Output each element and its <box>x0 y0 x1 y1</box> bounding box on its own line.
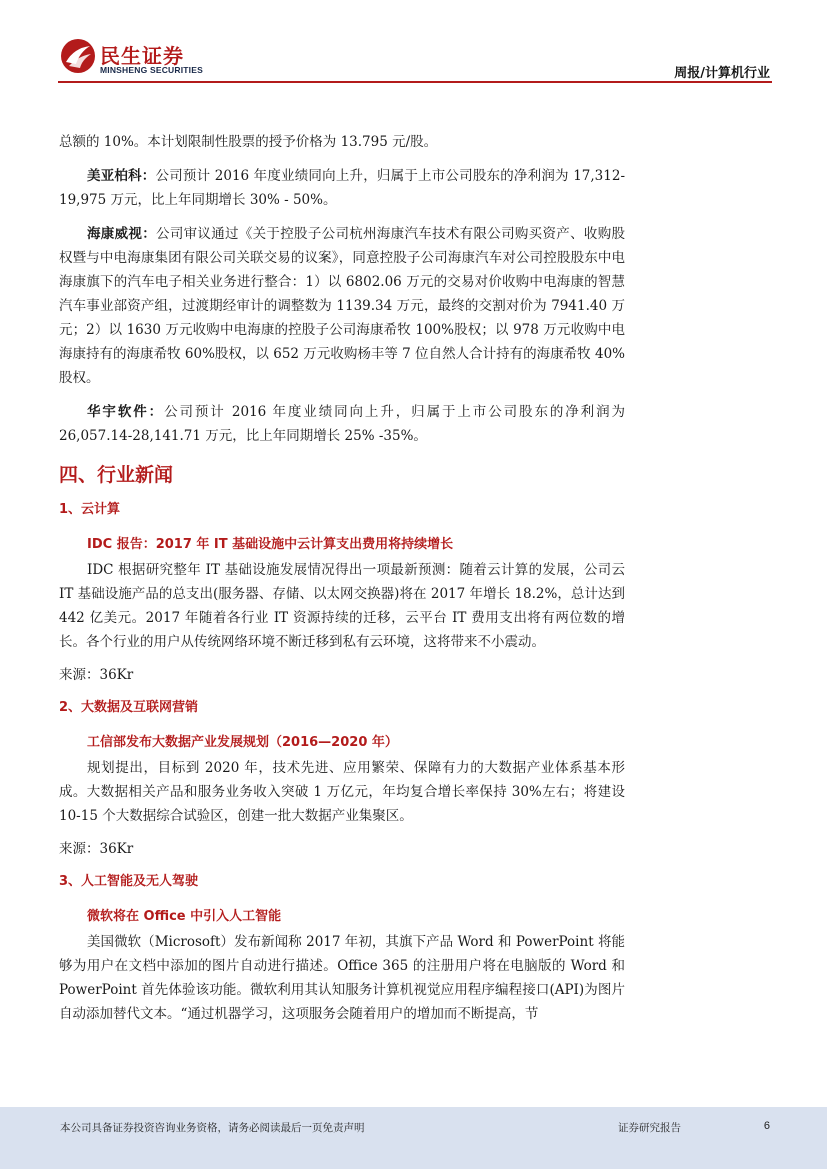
company-name: 美亚柏科： <box>87 168 156 184</box>
news-body-miit: 规划提出，目标到 2020 年，技术先进、应用繁荣、保障有力的大数据产业体系基本形成。大数据相关产品和服务业务收入突破 1 万亿元，年均复合增长率保持 30%左右；将建设 10-15 个大数据综合试验区，创建一批大数据产业集聚区。 <box>59 760 625 824</box>
news-title-miit: 工信部发布大数据产业发展规划（2016—2020 年） <box>87 735 398 750</box>
footer-doc-type: 证券研究报告 <box>618 1122 681 1134</box>
paragraph-text: 公司审议通过《关于控股子公司杭州海康汽车技术有限公司购买资产、收购股权暨与中电海康集团有限公司关联交易的议案》，同意控股子公司海康汽车对公司控股股东中电海康旗下的汽车电子相关业务进行整合：1）以 6802.06 万元的交易对价收购中电海康的智慧汽车事业部资产组，过渡期经审计的调整数为 1139.34 万元，最终的交割对价为 7941.40 万元；2）以 1630 万元收购中电海康的控股子公司海康希牧 100%股权；以 978 万元收购中电海康持有的海康希牧 60%股权，以 652 万元收购杨丰等 7 位自然人合计持有的海康希牧 40%股权。 <box>59 226 626 386</box>
news-title-microsoft: 微软将在 Office 中引入人工智能 <box>87 909 282 924</box>
news-title-idc: IDC 报告：2017 年 IT 基础设施中云计算支出费用将持续增长 <box>87 537 454 552</box>
paragraph-text: 公司预计 2016 年度业绩同向上升，归属于上市公司股东的净利润为 26,057.14-28,141.71 万元，比上年同期增长 25% -35%。 <box>59 404 625 444</box>
footer-disclaimer: 本公司具备证券投资咨询业务资格，请务必阅读最后一页免责声明 <box>60 1122 365 1134</box>
paragraph-text: 公司预计 2016 年度业绩同向上升，归属于上市公司股东的净利润为 17,312-19,975 万元，比上年同期增长 30% - 50%。 <box>59 168 626 208</box>
news-source: 来源：36Kr <box>59 841 134 857</box>
logo-text-en: MINSHENG SECURITIES <box>100 65 203 75</box>
paragraph-hikvision <box>59 222 625 390</box>
page-header <box>0 0 827 90</box>
company-name: 华宇软件： <box>87 404 165 420</box>
subsection-title-bigdata: 2、大数据及互联网营销 <box>59 700 199 715</box>
header-divider <box>58 81 772 83</box>
report-type-label: 周报/计算机行业 <box>674 66 770 81</box>
subsection-title-cloud: 1、云计算 <box>59 502 121 517</box>
paragraph-continued: 总额的 10%。本计划限制性股票的授予价格为 13.795 元/股。 <box>59 134 438 150</box>
paragraph-huayu <box>59 400 625 448</box>
paragraph-meiya <box>59 164 625 212</box>
main-content <box>59 130 625 1026</box>
news-source: 来源：36Kr <box>59 667 134 683</box>
company-logo <box>60 38 220 80</box>
page-number: 6 <box>763 1120 770 1132</box>
news-body-idc: IDC 根据研究整年 IT 基础设施发展情况得出一项最新预测：随着云计算的发展，公司云 IT 基础设施产品的总支出(服务器、存储、以太网交换器)将在 2017 年增长 18.2%，总计达到 442 亿美元。2017 年随着各行业 IT 资源持续的迁移，云平台 IT 费用支出将有两位数的增长。各个行业的用户从传统网络环境不断迁移到私有云环境，这将带来不小震动。 <box>59 562 625 650</box>
page-footer <box>0 1107 827 1169</box>
company-name: 海康威视： <box>87 226 157 242</box>
news-body-microsoft: 美国微软（Microsoft）发布新闻称 2017 年初，其旗下产品 Word 和 PowerPoint 将能够为用户在文档中添加的图片自动进行描述。Office 365 的注册用户将在电脑版的 Word 和 PowerPoint 首先体验该功能。微软利用其认知服务计算机视觉应用程序编程接口(API)为图片自动添加替代文本。“通过机器学习，这项服务会随着用户的增加而不断提高，节 <box>59 934 625 1022</box>
section-title: 四、行业新闻 <box>59 464 174 486</box>
logo-text-cn: 民生证券 <box>100 44 184 68</box>
subsection-title-ai: 3、人工智能及无人驾驶 <box>59 874 199 889</box>
minsheng-logo-icon <box>60 38 96 74</box>
